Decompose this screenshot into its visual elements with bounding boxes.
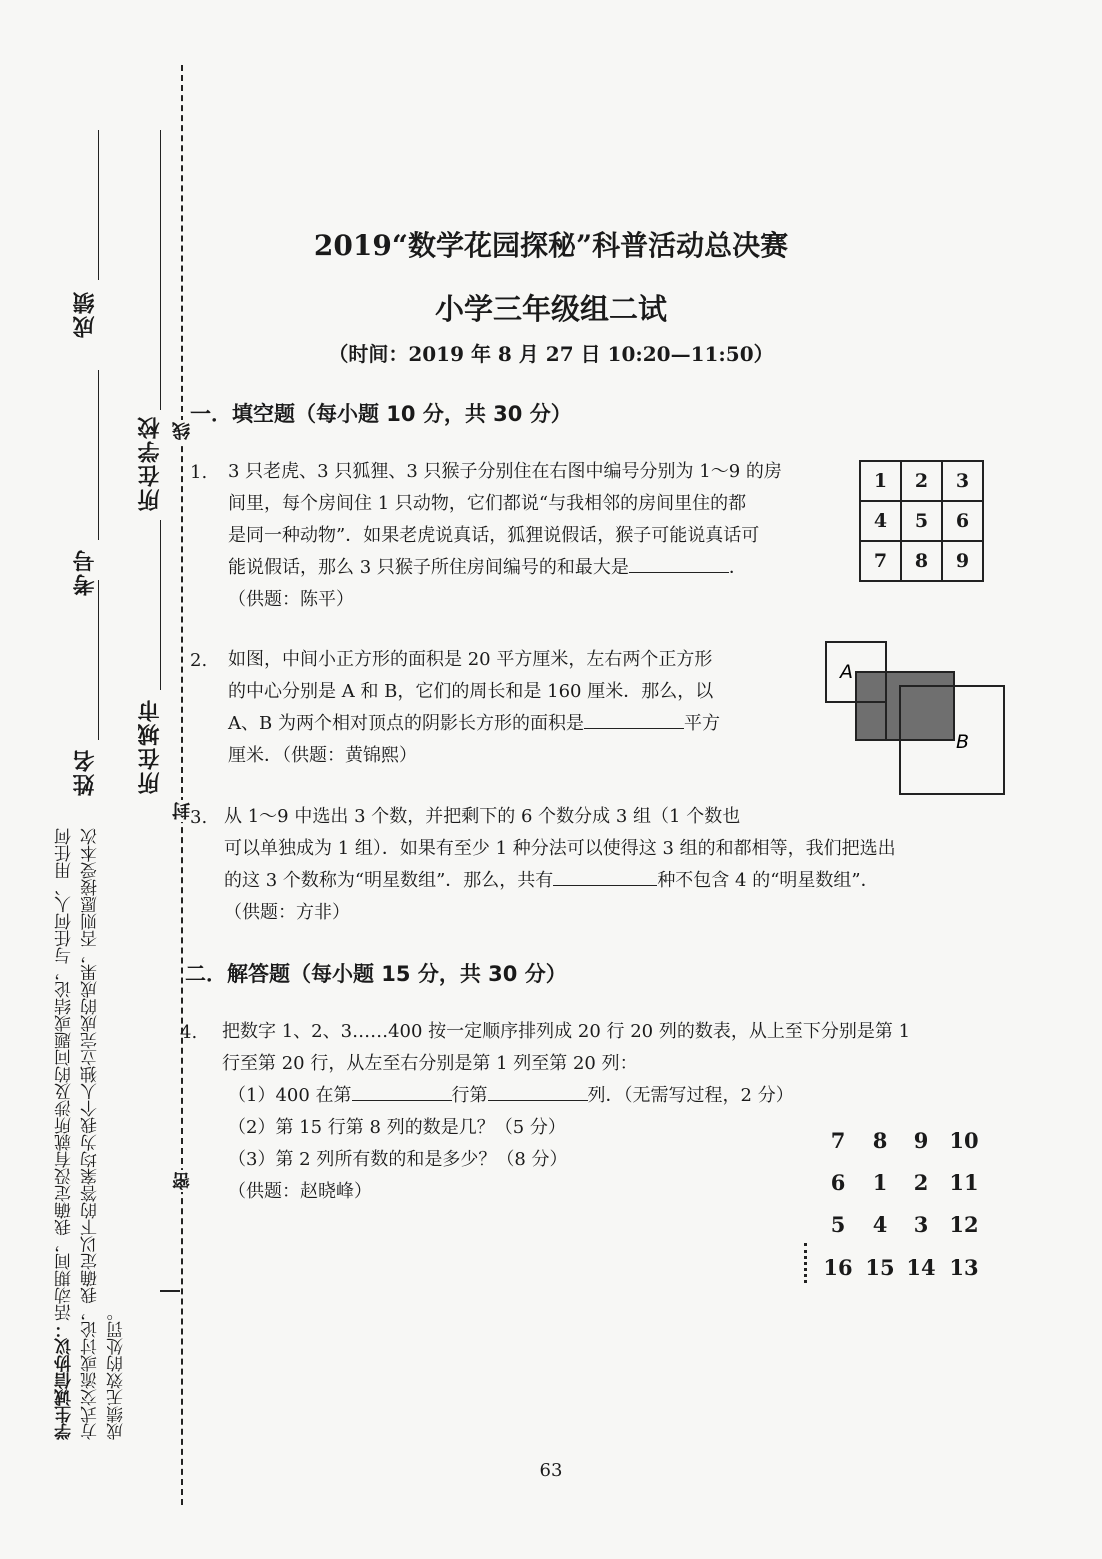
grid-cell: 6 xyxy=(942,501,983,541)
q2-line3-text: A、B 为两个相对顶点的阴影长方形的面积是 xyxy=(228,713,584,734)
school-line[interactable] xyxy=(160,130,161,410)
integrity-pledge xyxy=(52,820,132,1440)
spiral-cell: 8 xyxy=(872,1128,888,1153)
q4-row-blank[interactable] xyxy=(352,1080,452,1101)
label-a: A xyxy=(840,661,853,683)
spiral-cell: 7 xyxy=(830,1128,846,1153)
q4-col-blank[interactable] xyxy=(488,1080,588,1101)
q3-line3-end: 种不包含 4 的“明星数组”． xyxy=(657,870,879,891)
q1-line4-end: ． xyxy=(728,557,747,578)
q4-credit: （供题：赵晓峰） xyxy=(228,1181,372,1202)
spiral-vertical-dots xyxy=(804,1243,807,1283)
spiral-cell: 14 xyxy=(906,1255,936,1280)
label-b: B xyxy=(956,731,970,753)
grid-cell: 5 xyxy=(901,501,942,541)
binding-dash-line xyxy=(181,65,183,1505)
exam-subtitle: 小学三年级组二试 xyxy=(434,292,667,326)
q4-number: 4. xyxy=(180,1022,198,1043)
q1-credit: （供题：陈平） xyxy=(228,589,354,610)
q4-part1-c: 列．（无需写过程，2 分） xyxy=(587,1085,794,1106)
pledge-title: 学生诚信协议： xyxy=(55,1321,75,1440)
spiral-cell: 2 xyxy=(913,1170,929,1195)
exam-no-line[interactable] xyxy=(98,370,99,540)
q2-line2: 的中心分别是 A 和 B，它们的周长和是 160 厘米．那么，以 xyxy=(228,681,714,702)
q3-answer-blank[interactable] xyxy=(553,865,657,886)
spiral-cell: 10 xyxy=(949,1128,979,1153)
q1-number: 1. xyxy=(190,462,208,483)
q1-answer-blank[interactable] xyxy=(629,552,729,573)
q4-part1-b: 行第 xyxy=(451,1085,488,1106)
spiral-cell: 4 xyxy=(872,1212,888,1237)
city-label: 所在城市 xyxy=(138,698,163,794)
seal-seal-char: 封 xyxy=(170,800,196,822)
seal-close-char: 密 xyxy=(170,1170,196,1192)
q2-squares-figure xyxy=(820,636,1010,798)
pledge-body: 活动期间，我确定没有就所涉及的问题或结论，与任何人、用任何方式交流或讨论，我确定以下的答案均为我个人独立完成的成果，否则愿接受本次成绩无效的处罚。 xyxy=(55,828,127,1440)
q4-line1: 把数字 1、2、3……400 按一定顺序排列成 20 行 20 列的数表，从上至下分别是第 1 xyxy=(222,1021,911,1042)
name-line[interactable] xyxy=(98,580,99,740)
grid-cell: 8 xyxy=(901,541,942,581)
middle-square xyxy=(886,672,954,740)
section1-heading: 一．填空题（每小题 10 分，共 30 分） xyxy=(190,402,572,426)
q1-line3: 是同一种动物”．如果老虎说真话，狐狸说假话，猴子可能说真话可 xyxy=(228,525,760,546)
spiral-cell: 1 xyxy=(872,1170,888,1195)
q4-part3: （3）第 2 列所有数的和是多少？（8 分） xyxy=(228,1149,568,1170)
q2-line3 xyxy=(228,708,828,740)
q2-line3-end: 平方 xyxy=(683,713,720,734)
q4-part2: （2）第 15 行第 8 列的数是几？（5 分） xyxy=(228,1117,566,1138)
grid-cell: 9 xyxy=(942,541,983,581)
section2-heading: 二．解答题（每小题 15 分，共 30 分） xyxy=(185,962,567,986)
grid-cell: 3 xyxy=(942,461,983,501)
spiral-cell: 16 xyxy=(823,1255,853,1280)
q4-part1-a: （1）400 在第 xyxy=(228,1085,352,1106)
q2-number: 2. xyxy=(190,650,208,671)
q2-answer-blank[interactable] xyxy=(584,708,684,729)
grid-cell: 2 xyxy=(901,461,942,501)
q3-line1: 从 1～9 中选出 3 个数，并把剩下的 6 个数分成 3 组（1 个数也 xyxy=(224,806,741,827)
q1-line2: 间里，每个房间住 1 只动物，它们都说“与我相邻的房间里住的都 xyxy=(228,493,747,514)
q3-line3-text: 的这 3 个数称为“明星数组”．那么，共有 xyxy=(224,870,554,891)
q3-line3 xyxy=(224,865,1014,897)
spiral-cell: 5 xyxy=(830,1212,846,1237)
seal-dash-mark xyxy=(160,1290,180,1292)
spiral-cell: 11 xyxy=(949,1170,979,1195)
page-number: 63 xyxy=(539,1460,563,1481)
spiral-cell: 3 xyxy=(913,1212,929,1237)
q4-part1 xyxy=(222,1080,1012,1112)
q1-text xyxy=(228,456,868,616)
q3-credit: （供题：方非） xyxy=(224,902,350,923)
exam-title: 2019“数学花园探秘”科普活动总决赛 xyxy=(313,229,789,262)
school-label: 所在学校 xyxy=(138,415,163,511)
q1-line4 xyxy=(228,552,868,584)
q3-text xyxy=(224,801,1014,929)
grid-cell: 1 xyxy=(860,461,901,501)
q3-line2: 可以单独成为 1 组）．如果有至少 1 种分法可以使得这 3 组的和都相等，我们把选出 xyxy=(224,838,896,859)
exam-no-label: 考号 xyxy=(73,548,98,596)
score-label: 成绩 xyxy=(73,290,98,338)
q2-line1: 如图，中间小正方形的面积是 20 平方厘米，左右两个正方形 xyxy=(228,649,713,670)
spiral-cell: 15 xyxy=(865,1255,895,1280)
grid-cell: 7 xyxy=(860,541,901,581)
q2-text xyxy=(228,644,828,772)
city-line[interactable] xyxy=(160,560,161,690)
q1-line4-text: 能说假话，那么 3 只猴子所住房间编号的和最大是 xyxy=(228,557,629,578)
spiral-cell: 9 xyxy=(913,1128,929,1153)
q1-line1: 3 只老虎、3 只狐狸、3 只猴子分别住在右图中编号分别为 1～9 的房 xyxy=(228,461,782,482)
q2-line4: 厘米．（供题：黄锦熙） xyxy=(228,745,417,766)
q4-line2: 行至第 20 行，从左至右分别是第 1 列至第 20 列： xyxy=(222,1053,638,1074)
grid-cell: 4 xyxy=(860,501,901,541)
spiral-cell: 13 xyxy=(949,1255,979,1280)
spiral-cell: 12 xyxy=(949,1212,979,1237)
q3-number: 3. xyxy=(190,807,208,828)
name-label: 姓名 xyxy=(73,748,98,796)
seal-line-char: 线 xyxy=(170,420,196,442)
spiral-cell: 6 xyxy=(830,1170,846,1195)
q1-room-grid xyxy=(859,460,984,582)
exam-time: （时间：2019 年 8 月 27 日 10:20—11:50） xyxy=(328,342,774,366)
